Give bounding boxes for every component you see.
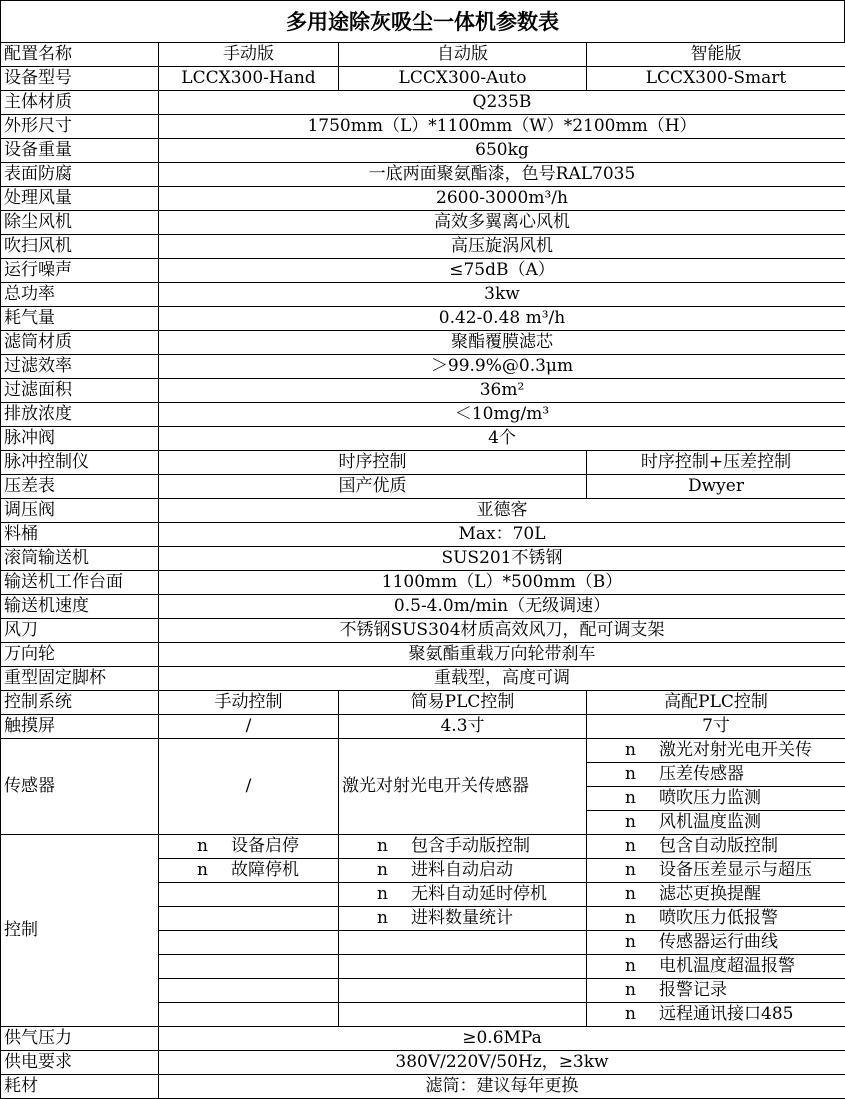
row-label: 设备型号 (1, 67, 159, 91)
header-manual: 手动版 (159, 43, 339, 67)
row-value: ≤75dB（A） (159, 259, 845, 283)
row-label: 输送机工作台面 (1, 571, 159, 595)
row-value: 4个 (159, 427, 845, 451)
bullet-marker: n (625, 1006, 659, 1023)
control-system-auto: 简易PLC控制 (339, 691, 587, 715)
control-smart-item (587, 979, 845, 1003)
list-item-text: 报警记录 (659, 980, 727, 1000)
bullet-marker: n (377, 838, 411, 855)
row-value: Max：70L (159, 523, 845, 547)
list-item-text: 无料自动延时停机 (411, 884, 547, 904)
bullet-marker: n (377, 886, 411, 903)
control-auto-empty (339, 1003, 587, 1027)
row-dust-fan (1, 211, 845, 235)
row-value: ＜10mg/m³ (159, 403, 845, 427)
row-value: 不锈钢SUS304材质高效风刀，配可调支架 (159, 619, 845, 643)
control-manual-empty (159, 1003, 339, 1027)
row-value: Q235B (159, 91, 845, 115)
row-label: 主体材质 (1, 91, 159, 115)
control-smart-item (587, 883, 845, 907)
bullet-marker: n (625, 886, 659, 903)
bullet-marker: n (197, 838, 231, 855)
row-air-knife (1, 619, 845, 643)
row-label: 控制系统 (1, 691, 159, 715)
row-feet (1, 667, 845, 691)
row-pulse-ctrl (1, 451, 845, 475)
row-efficiency (1, 355, 845, 379)
row-casters (1, 643, 845, 667)
row-coating (1, 163, 845, 187)
row-emission (1, 403, 845, 427)
control-auto-item (339, 835, 587, 859)
row-bin (1, 523, 845, 547)
row-label: 触摸屏 (1, 715, 159, 739)
list-item-text: 压差传感器 (659, 764, 744, 784)
list-item-text: 风机温度监测 (659, 812, 761, 832)
control-manual-empty (159, 955, 339, 979)
row-label: 处理风量 (1, 187, 159, 211)
list-item-text: 滤芯更换提醒 (659, 884, 761, 904)
control-system-manual: 手动控制 (159, 691, 339, 715)
control-manual-empty (159, 883, 339, 907)
row-weight (1, 139, 845, 163)
sensor-manual: / (159, 739, 339, 835)
row-table-top (1, 571, 845, 595)
row-model (1, 67, 845, 91)
sensor-smart-item (587, 787, 845, 811)
model-auto: LCCX300-Auto (339, 67, 587, 91)
bullet-marker: n (625, 862, 659, 879)
row-filter-area (1, 379, 845, 403)
gauge-smart: Dwyer (587, 475, 845, 499)
row-label: 总功率 (1, 283, 159, 307)
control-auto-empty (339, 955, 587, 979)
row-air-supply (1, 1027, 845, 1051)
row-value: 1100mm（L）*500mm（B） (159, 571, 845, 595)
row-label: 运行噪声 (1, 259, 159, 283)
control-row (1, 835, 845, 859)
control-manual-empty (159, 979, 339, 1003)
row-label: 万向轮 (1, 643, 159, 667)
sensor-smart-item (587, 811, 845, 835)
row-value: 聚酯覆膜滤芯 (159, 331, 845, 355)
bullet-marker: n (625, 910, 659, 927)
row-value: 聚氨酯重载万向轮带刹车 (159, 643, 845, 667)
row-touchscreen (1, 715, 845, 739)
row-size (1, 115, 845, 139)
row-label: 供气压力 (1, 1027, 159, 1051)
sensor-smart-item (587, 763, 845, 787)
control-label: 控制 (1, 835, 159, 1027)
row-label: 脉冲控制仪 (1, 451, 159, 475)
row-consumables (1, 1075, 845, 1099)
model-smart: LCCX300-Smart (587, 67, 845, 91)
control-auto-item (339, 907, 587, 931)
row-label: 脉冲阀 (1, 427, 159, 451)
row-airflow (1, 187, 845, 211)
control-auto-empty (339, 979, 587, 1003)
bullet-marker: n (377, 910, 411, 927)
row-speed (1, 595, 845, 619)
row-label: 耗气量 (1, 307, 159, 331)
row-label: 表面防腐 (1, 163, 159, 187)
bullet-marker: n (625, 814, 659, 831)
row-label: 设备重量 (1, 139, 159, 163)
row-label: 压差表 (1, 475, 159, 499)
list-item-text: 设备压差显示与超压 (659, 860, 812, 880)
row-label: 除尘风机 (1, 211, 159, 235)
list-item-text: 电机温度超温报警 (659, 956, 795, 976)
list-item-text: 包含自动版控制 (659, 836, 778, 856)
sensor-auto: 激光对射光电开关传感器 (339, 739, 587, 835)
row-power (1, 283, 845, 307)
spec-table (0, 42, 845, 1099)
row-value: 高效多翼离心风机 (159, 211, 845, 235)
row-power-supply (1, 1051, 845, 1075)
row-value: 亚德客 (159, 499, 845, 523)
control-auto-item (339, 859, 587, 883)
row-label: 耗材 (1, 1075, 159, 1099)
bullet-marker: n (377, 862, 411, 879)
list-item-text: 故障停机 (231, 860, 299, 880)
bullet-marker: n (625, 838, 659, 855)
list-item-text: 设备启停 (231, 836, 299, 856)
sheet-title: 多用途除灰吸尘一体机参数表 (0, 0, 845, 42)
row-value: 3kw (159, 283, 845, 307)
bullet-marker: n (625, 766, 659, 783)
pulse-ctrl-smart: 时序控制+压差控制 (587, 451, 845, 475)
header-row (1, 43, 845, 67)
row-value: 0.5-4.0m/min（无级调速） (159, 595, 845, 619)
list-item-text: 进料自动启动 (411, 860, 513, 880)
list-item-text: 激光对射光电开关传 (659, 740, 812, 760)
row-material (1, 91, 845, 115)
bullet-marker: n (625, 982, 659, 999)
list-item-text: 喷吹压力低报警 (659, 908, 778, 928)
row-noise (1, 259, 845, 283)
row-value: ≥0.6MPa (159, 1027, 845, 1051)
row-value: 650kg (159, 139, 845, 163)
row-value: 380V/220V/50Hz，≥3kw (159, 1051, 845, 1075)
row-label: 调压阀 (1, 499, 159, 523)
list-item-text: 传感器运行曲线 (659, 932, 778, 952)
control-smart-item (587, 835, 845, 859)
touchscreen-manual: / (159, 715, 339, 739)
control-manual-item (159, 835, 339, 859)
control-smart-item (587, 931, 845, 955)
control-system-smart: 高配PLC控制 (587, 691, 845, 715)
row-label: 吹扫风机 (1, 235, 159, 259)
control-smart-item (587, 907, 845, 931)
bullet-marker: n (197, 862, 231, 879)
pulse-ctrl-manual-auto: 时序控制 (159, 451, 587, 475)
control-smart-item (587, 1003, 845, 1027)
gauge-manual-auto: 国产优质 (159, 475, 587, 499)
list-item-text: 喷吹压力监测 (659, 788, 761, 808)
control-auto-item (339, 883, 587, 907)
row-control-system (1, 691, 845, 715)
touchscreen-smart: 7寸 (587, 715, 845, 739)
row-value: ＞99.9%@0.3μm (159, 355, 845, 379)
row-label: 滚筒输送机 (1, 547, 159, 571)
row-blow-fan (1, 235, 845, 259)
control-manual-empty (159, 907, 339, 931)
row-value: 滤筒：建议每年更换 (159, 1075, 845, 1099)
row-value: 1750mm（L）*1100mm（W）*2100mm（H） (159, 115, 845, 139)
row-value: 2600-3000m³/h (159, 187, 845, 211)
sensor-row (1, 739, 845, 763)
list-item-text: 远程通讯接口485 (659, 1004, 793, 1024)
touchscreen-auto: 4.3寸 (339, 715, 587, 739)
control-smart-item (587, 859, 845, 883)
control-manual-empty (159, 931, 339, 955)
control-manual-item (159, 859, 339, 883)
bullet-marker: n (625, 934, 659, 951)
list-item-text: 进料数量统计 (411, 908, 513, 928)
row-pressure-gauge (1, 475, 845, 499)
row-value: 高压旋涡风机 (159, 235, 845, 259)
header-smart: 智能版 (587, 43, 845, 67)
bullet-marker: n (625, 742, 659, 759)
row-roller (1, 547, 845, 571)
row-label: 风刀 (1, 619, 159, 643)
row-label: 外形尺寸 (1, 115, 159, 139)
control-auto-empty (339, 931, 587, 955)
row-label: 输送机速度 (1, 595, 159, 619)
row-label: 重型固定脚杯 (1, 667, 159, 691)
row-label: 过滤面积 (1, 379, 159, 403)
row-value: 一底两面聚氨酯漆，色号RAL7035 (159, 163, 845, 187)
sensor-label: 传感器 (1, 739, 159, 835)
row-label: 排放浓度 (1, 403, 159, 427)
model-manual: LCCX300-Hand (159, 67, 339, 91)
header-label: 配置名称 (1, 43, 159, 67)
row-value: 重载型，高度可调 (159, 667, 845, 691)
sensor-smart-item (587, 739, 845, 763)
control-smart-item (587, 955, 845, 979)
row-value: SUS201不锈钢 (159, 547, 845, 571)
row-air-use (1, 307, 845, 331)
row-value: 36m² (159, 379, 845, 403)
row-value: 0.42-0.48 m³/h (159, 307, 845, 331)
row-label: 料桶 (1, 523, 159, 547)
row-filter-material (1, 331, 845, 355)
bullet-marker: n (625, 958, 659, 975)
row-label: 滤筒材质 (1, 331, 159, 355)
row-label: 供电要求 (1, 1051, 159, 1075)
row-pulse-valve (1, 427, 845, 451)
header-auto: 自动版 (339, 43, 587, 67)
row-label: 过滤效率 (1, 355, 159, 379)
row-regulator (1, 499, 845, 523)
list-item-text: 包含手动版控制 (411, 836, 530, 856)
bullet-marker: n (625, 790, 659, 807)
